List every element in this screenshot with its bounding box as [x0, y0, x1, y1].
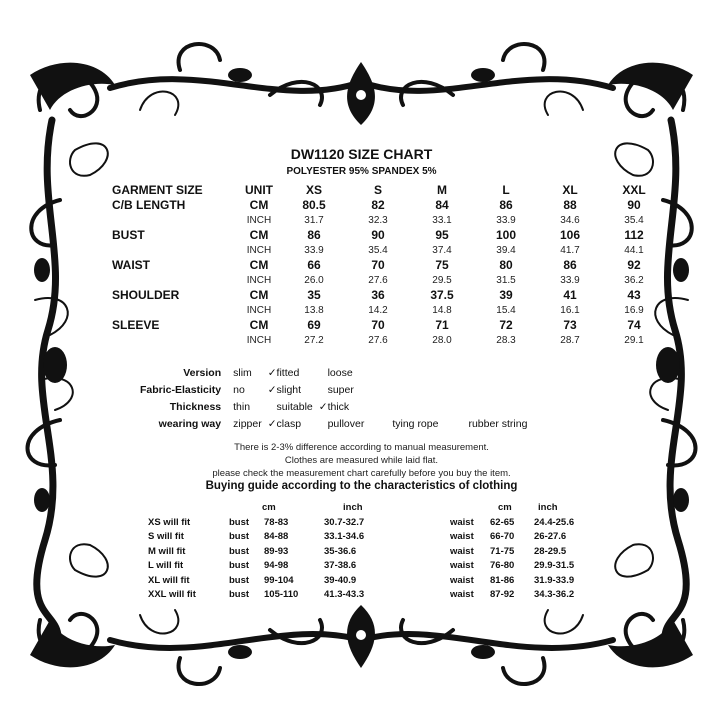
cm-value: 86 [307, 228, 321, 242]
material-composition: POLYESTER 95% SPANDEX 5% [286, 166, 437, 177]
inch-value: 16.9 [624, 305, 644, 316]
measurement-label: WAIST [112, 258, 150, 272]
cm-value: 112 [624, 228, 644, 242]
guide-bust-cm: 99-104 [264, 574, 294, 586]
cm-value: 90 [371, 228, 385, 242]
guide-waist-cm: 71-75 [490, 545, 515, 557]
inch-value: 14.2 [368, 305, 388, 316]
wearing-way-row [140, 415, 527, 432]
wearing-way-label: wearing way [158, 417, 222, 430]
blank-cell [112, 243, 236, 258]
guide-bust-inch: 35-36.6 [324, 545, 357, 557]
guide-inch-header: inch [343, 502, 363, 513]
measurement-row-inch [112, 243, 666, 258]
guide-waist-cm: 81-86 [490, 574, 515, 586]
size-header: XXL [622, 183, 646, 197]
guide-waist-inch: 24.4-25.6 [534, 516, 575, 528]
guide-waist-label: waist [450, 516, 474, 528]
guide-bust-label: bust [229, 516, 250, 528]
inch-value: 39.4 [496, 245, 516, 256]
measurement-row-cm [112, 228, 666, 243]
guide-waist-cm: 62-65 [490, 516, 515, 528]
cm-value: 72 [499, 318, 513, 332]
cm-value: 35 [307, 288, 321, 302]
guide-size-label: L will fit [148, 560, 184, 572]
inch-value: 27.2 [304, 335, 324, 346]
guide-size-label: M will fit [148, 545, 186, 557]
inch-value: 33.9 [304, 245, 324, 256]
note-line: please check the measurement chart carefully before you buy the item. [212, 468, 511, 479]
guide-waist-inch: 31.9-33.9 [534, 574, 575, 586]
cm-value: 82 [371, 198, 385, 212]
size-header: S [373, 183, 382, 197]
option-text: loose [327, 366, 353, 379]
unit-cm: CM [249, 288, 269, 302]
cm-value: 41 [563, 288, 577, 302]
option-text: thin [233, 400, 251, 413]
cm-value: 86 [563, 258, 577, 272]
guide-row [450, 559, 614, 574]
option-text: no [233, 383, 245, 396]
option-text: zipper [233, 417, 262, 430]
option-text: fitted [276, 366, 300, 379]
guide-waist-inch: 28-29.5 [534, 545, 567, 557]
guide-waist-cm: 66-70 [490, 531, 515, 543]
inch-value: 28.3 [496, 335, 516, 346]
cm-value: 69 [307, 318, 321, 332]
garment-size-label: GARMENT SIZE [112, 183, 203, 197]
guide-waist-label: waist [450, 574, 474, 586]
inch-value: 44.1 [624, 245, 644, 256]
measurement-row-cm [112, 198, 666, 213]
version-row [140, 364, 527, 381]
guide-row [450, 515, 614, 530]
size-table-header [112, 183, 666, 198]
check-mark-icon: ✓ [267, 383, 277, 396]
guide-size-label: XS will fit [148, 516, 191, 528]
cm-value: 74 [627, 318, 641, 332]
option-text: thick [327, 400, 350, 413]
cm-value: 73 [563, 318, 577, 332]
guide-bust-label: bust [229, 560, 250, 572]
inch-value: 35.4 [368, 245, 388, 256]
inch-value: 32.3 [368, 215, 388, 226]
unit-inch: INCH [246, 335, 272, 346]
measurement-row-inch [112, 213, 666, 228]
guide-bust-cm: 89-93 [264, 545, 289, 557]
inch-value: 13.8 [304, 305, 324, 316]
guide-bust-cm: 94-98 [264, 560, 289, 572]
inch-value: 34.6 [560, 215, 580, 226]
cm-value: 92 [627, 258, 641, 272]
measurement-label: BUST [112, 228, 145, 242]
cm-value: 80 [499, 258, 513, 272]
unit-inch: INCH [246, 215, 272, 226]
inch-value: 29.5 [432, 275, 452, 286]
guide-waist-cm: 87-92 [490, 589, 515, 601]
version-label: Version [183, 366, 222, 379]
guide-waist-inch: 26-27.6 [534, 531, 567, 543]
guide-waist-label: waist [450, 545, 474, 557]
guide-waist-label: waist [450, 531, 474, 543]
guide-row [148, 588, 404, 603]
blank-cell [112, 303, 236, 318]
guide-waist-cm: 76-80 [490, 560, 515, 572]
size-header: XS [305, 183, 322, 197]
measurement-row-cm [112, 258, 666, 273]
cm-value: 70 [371, 258, 385, 272]
guide-bust-label: bust [229, 589, 250, 601]
cm-value: 84 [435, 198, 449, 212]
cm-value: 90 [627, 198, 641, 212]
cm-value: 75 [435, 258, 449, 272]
unit-cm: CM [249, 228, 269, 242]
elasticity-row [140, 381, 527, 398]
measurement-row-inch [112, 303, 666, 318]
size-header: L [502, 183, 510, 197]
inch-value: 41.7 [560, 245, 580, 256]
guide-bust-cm: 78-83 [264, 516, 289, 528]
option-text: pullover [327, 417, 365, 430]
guide-bust-label: bust [229, 574, 250, 586]
guide-inch-header: inch [538, 502, 558, 513]
cm-value: 70 [371, 318, 385, 332]
guide-row [450, 588, 614, 603]
measurement-row-inch [112, 333, 666, 348]
option-text: slim [233, 366, 252, 379]
inch-value: 28.7 [560, 335, 580, 346]
inch-value: 33.9 [496, 215, 516, 226]
guide-row [450, 544, 614, 559]
cm-value: 37.5 [430, 288, 454, 302]
cm-value: 95 [435, 228, 449, 242]
guide-cm-header: cm [498, 502, 512, 513]
guide-bust-inch: 33.1-34.6 [324, 531, 365, 543]
cm-value: 88 [563, 198, 577, 212]
unit-inch: INCH [246, 305, 272, 316]
inch-value: 31.7 [304, 215, 324, 226]
characteristics-table [140, 364, 527, 432]
thickness-row [140, 398, 527, 415]
inch-value: 33.9 [560, 275, 580, 286]
unit-cm: CM [249, 198, 269, 212]
guide-waist-inch: 29.9-31.5 [534, 560, 575, 572]
guide-row [148, 544, 404, 559]
buying-guide-waist-table [450, 515, 614, 602]
inch-value: 29.1 [624, 335, 644, 346]
blank-cell [112, 213, 236, 228]
cm-value: 39 [499, 288, 513, 302]
guide-size-label: S will fit [148, 531, 184, 543]
guide-bust-label: bust [229, 531, 250, 543]
inch-value: 27.6 [368, 335, 388, 346]
unit-inch: INCH [246, 275, 272, 286]
guide-size-label: XXL will fit [148, 589, 196, 601]
guide-waist-label: waist [450, 560, 474, 572]
inch-value: 33.1 [432, 215, 452, 226]
elasticity-label: Fabric-Elasticity [140, 383, 222, 396]
inch-value: 15.4 [496, 305, 516, 316]
cm-value: 100 [495, 228, 517, 242]
unit-header: UNIT [245, 183, 273, 197]
guide-row [450, 573, 614, 588]
cm-value: 80.5 [302, 198, 326, 212]
cm-value: 106 [559, 228, 581, 242]
note-line: Clothes are measured while laid flat. [284, 455, 439, 466]
inch-value: 26.0 [304, 275, 324, 286]
cm-value: 71 [435, 318, 449, 332]
guide-bust-inch: 41.3-43.3 [324, 589, 365, 601]
guide-row [450, 530, 614, 545]
inch-value: 14.8 [432, 305, 452, 316]
option-text: rubber string [468, 417, 528, 430]
cm-value: 36 [371, 288, 385, 302]
option-text: suitable [276, 400, 313, 413]
measurement-label: SHOULDER [112, 288, 180, 302]
unit-cm: CM [249, 318, 269, 332]
inch-value: 35.4 [624, 215, 644, 226]
buying-guide-bust-table [148, 515, 404, 602]
check-mark-icon: ✓ [318, 400, 328, 413]
inch-value: 16.1 [560, 305, 580, 316]
guide-bust-cm: 84-88 [264, 531, 289, 543]
guide-waist-label: waist [450, 589, 474, 601]
guide-row [148, 573, 404, 588]
unit-cm: CM [249, 258, 269, 272]
blank-cell [112, 333, 236, 348]
guide-bust-inch: 37-38.6 [324, 560, 357, 572]
size-header: XL [562, 183, 578, 197]
cm-value: 43 [627, 288, 641, 302]
guide-bust-cm: 105-110 [264, 589, 299, 601]
blank-cell [112, 273, 236, 288]
cm-value: 66 [307, 258, 321, 272]
size-header: M [437, 183, 447, 197]
measurement-label: SLEEVE [112, 318, 160, 332]
guide-row [148, 530, 404, 545]
check-mark-icon: ✓ [267, 366, 277, 379]
guide-bust-inch: 30.7-32.7 [324, 516, 365, 528]
thickness-label: Thickness [169, 400, 222, 413]
guide-bust-label: bust [229, 545, 250, 557]
size-table [112, 183, 666, 348]
guide-row [148, 515, 404, 530]
chart-title: DW1120 SIZE CHART [290, 146, 433, 162]
measurement-label: C/B LENGTH [112, 198, 186, 212]
guide-waist-inch: 34.3-36.2 [534, 589, 575, 601]
option-text: tying rope [392, 417, 439, 430]
option-text: slight [276, 383, 302, 396]
inch-value: 27.6 [368, 275, 388, 286]
option-text: super [327, 383, 354, 396]
check-mark-icon: ✓ [267, 417, 277, 430]
cm-value: 86 [499, 198, 513, 212]
guide-size-label: XL will fit [148, 574, 190, 586]
note-line: There is 2-3% difference according to manual measurement. [234, 442, 489, 453]
measurement-row-cm [112, 318, 666, 333]
inch-value: 28.0 [432, 335, 452, 346]
measurement-row-inch [112, 273, 666, 288]
inch-value: 37.4 [432, 245, 452, 256]
guide-row [148, 559, 404, 574]
guide-cm-header: cm [262, 502, 276, 513]
unit-inch: INCH [246, 245, 272, 256]
inch-value: 31.5 [496, 275, 516, 286]
buying-guide-title: Buying guide according to the characteristics of clothing [205, 480, 518, 492]
inch-value: 36.2 [624, 275, 644, 286]
option-text: clasp [276, 417, 302, 430]
measurement-row-cm [112, 288, 666, 303]
guide-bust-inch: 39-40.9 [324, 574, 357, 586]
